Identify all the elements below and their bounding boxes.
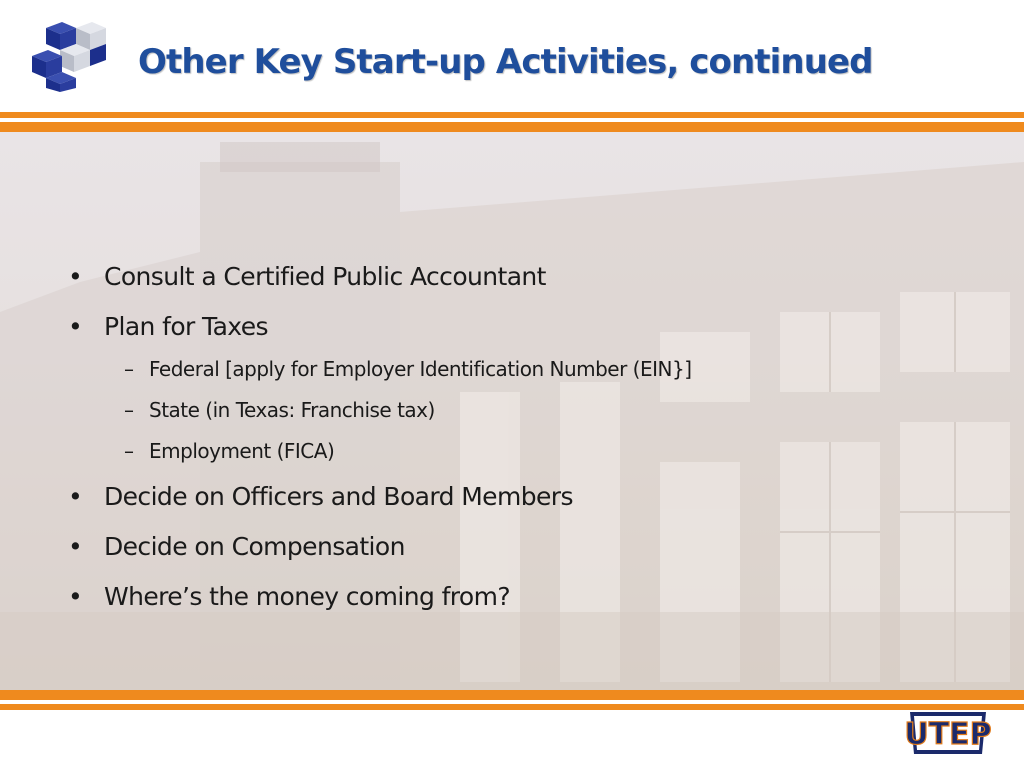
bullet-mark: • bbox=[68, 532, 83, 561]
sub-bullet-mark: – bbox=[124, 357, 134, 381]
sub-bullet-text: Federal [apply for Employer Identification Number (EIN}] bbox=[149, 357, 692, 381]
bullet-text: Decide on Compensation bbox=[104, 532, 405, 561]
bullet-item bbox=[64, 582, 964, 612]
sub-bullet-item bbox=[64, 397, 964, 423]
bullet-item bbox=[64, 482, 964, 512]
bullet-text: Where’s the money coming from? bbox=[104, 582, 511, 611]
sub-bullet-item bbox=[64, 356, 964, 382]
sub-bullet-text: State (in Texas: Franchise tax) bbox=[149, 398, 435, 422]
bullet-mark: • bbox=[68, 312, 83, 341]
bullet-item bbox=[64, 262, 964, 292]
sub-bullet-item bbox=[64, 438, 964, 464]
utep-logo-icon bbox=[904, 704, 992, 764]
sub-bullet-mark: – bbox=[124, 439, 134, 463]
bullet-text: Consult a Certified Public Accountant bbox=[104, 262, 546, 291]
bullet-list bbox=[64, 262, 964, 632]
bullet-item bbox=[64, 532, 964, 562]
bottom-orange-stripe bbox=[0, 690, 1024, 710]
bullet-text: Decide on Officers and Board Members bbox=[104, 482, 573, 511]
bullet-mark: • bbox=[68, 482, 83, 511]
cube-logo-icon bbox=[18, 22, 106, 92]
sub-bullet-text: Employment (FICA) bbox=[149, 439, 335, 463]
bullet-mark: • bbox=[68, 262, 83, 291]
top-orange-stripe bbox=[0, 112, 1024, 132]
bullet-text: Plan for Taxes bbox=[104, 312, 268, 341]
utep-logo-text: UTEP bbox=[904, 717, 992, 752]
sub-bullet-list bbox=[64, 356, 964, 464]
bullet-item bbox=[64, 312, 964, 342]
bullet-mark: • bbox=[68, 582, 83, 611]
slide-title: Other Key Start-up Activities, continued bbox=[138, 42, 873, 82]
sub-bullet-mark: – bbox=[124, 398, 134, 422]
slide-header bbox=[0, 0, 1024, 112]
